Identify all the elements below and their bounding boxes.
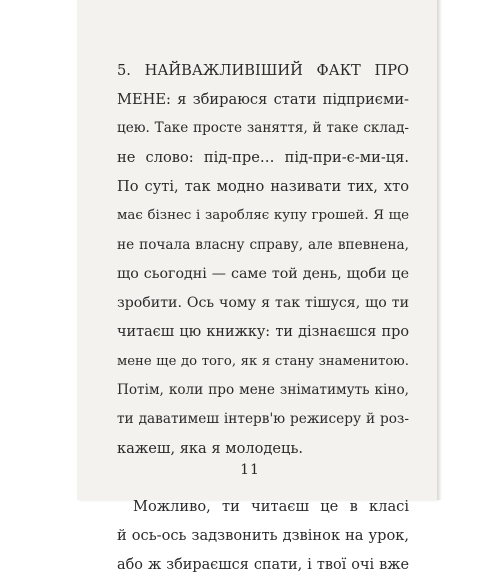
text-line: цею. Таке просте заняття, й таке склад- (117, 120, 409, 137)
text-line: зробити. Ось чому я так тішуся, що ти (117, 294, 409, 311)
text-line: має бізнес і заробляє купу грошей. Я ще (117, 208, 409, 224)
text-line: 5. НАЙВАЖЛИВІШИЙ ФАКТ ПРО (117, 62, 409, 79)
text-line: кажеш, яка я молодець. (117, 440, 304, 458)
text-line: МЕНЕ: я збираюся стати підприєми- (117, 91, 409, 109)
page-number: 11 (240, 462, 260, 478)
text-line: Можливо, ти читаєш це в класі (133, 498, 409, 516)
text-line: не слово: під-пре… під-при-є-ми-ця. (117, 149, 409, 167)
text-line: мене ще до того, як я стану знаменитою. (117, 353, 409, 369)
paragraph-1 (117, 56, 409, 463)
text-line: Потім, коли про мене зніматимуть кіно, (117, 382, 409, 399)
text-line: читаєш цю книжку: ти дізнаєшся про (117, 323, 409, 340)
page-edge-shadow (437, 0, 442, 500)
text-line: ти даватимеш інтерв'ю режисеру й роз- (117, 411, 409, 428)
text-line: По суті, так модно називати тих, хто (117, 178, 409, 196)
text-line: не почала власну справу, але впевнена, (117, 236, 409, 253)
paragraph-2 (117, 492, 409, 579)
page-text (117, 56, 409, 580)
text-line: що сьогодні — саме той день, щоби це (117, 265, 409, 282)
text-line: й ось-ось задзвонить дзвінок на урок, (117, 527, 409, 545)
text-line: або ж збираєшся спати, і твої очі вже (117, 556, 409, 573)
